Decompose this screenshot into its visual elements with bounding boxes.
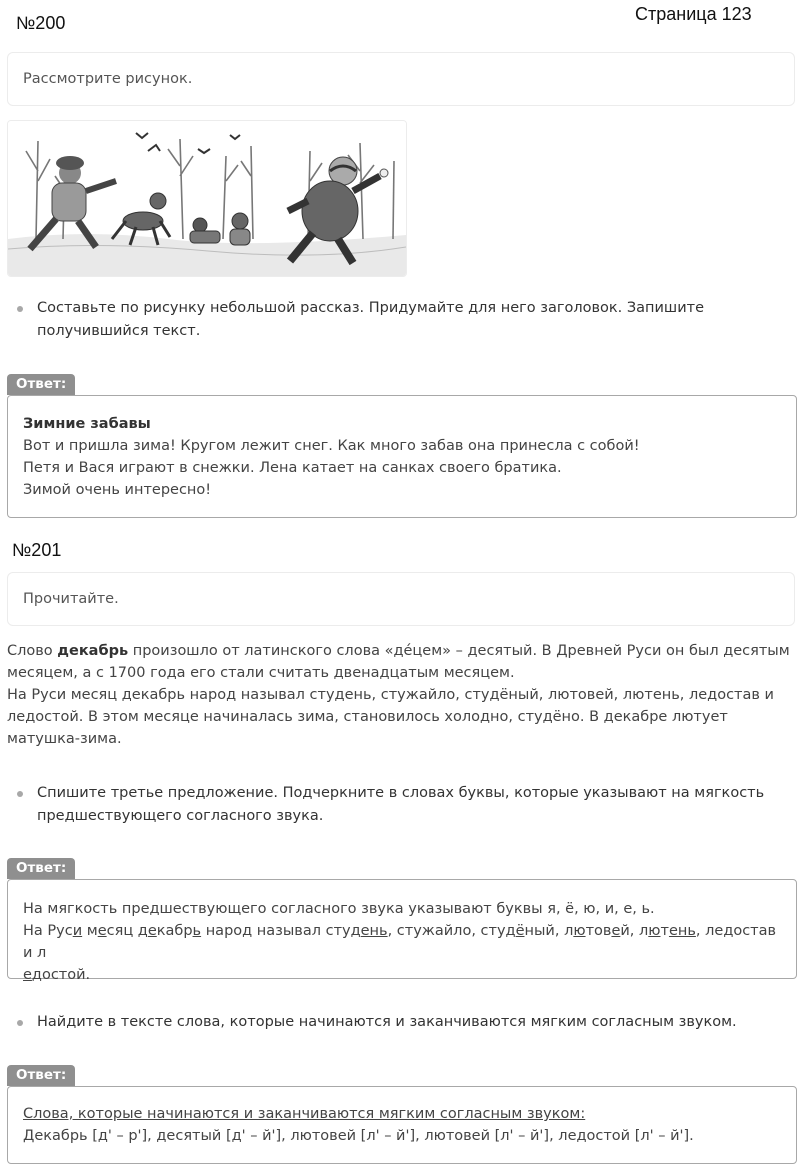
text-paragraph-2: На Руси месяц декабрь народ называл студень, стужайло, студёный, лютовей, лютень, ледостав и ледостой. В этом месяце начиналась зима, становилось холодно, студёно. В декабре лютует матушка-зима. <box>7 687 774 747</box>
answer-201-1-segment: , ледостав и л <box>23 923 777 961</box>
answer-201-1-segment: ё <box>515 923 525 939</box>
answer-200-line-3: Зимой очень интересно! <box>23 482 212 498</box>
answer-201-1-segment: м <box>82 923 98 939</box>
answer-201-1-segment: ю <box>648 923 661 939</box>
answer-201-1-underlined-line <box>23 920 781 964</box>
answer-201-1-segment: , стужайло, студ <box>387 923 516 939</box>
exercise-200-task-text: Рассмотрите рисунок. <box>23 71 193 87</box>
answer-tag-200: Ответ: <box>7 374 75 395</box>
answer-201-1-segment: тов <box>585 923 612 939</box>
exercise-200-number: №200 <box>16 13 66 33</box>
answer-201-1-segment: е <box>611 923 621 939</box>
answer-201-1-segment: и <box>72 923 83 939</box>
answer-201-1-segment: ь <box>192 923 202 939</box>
text-p1-start: Слово <box>7 643 58 659</box>
answer-201-1-line-1: На мягкость предшествующего согласного звука указывают буквы я, ё, ю, и, е, ь. <box>23 901 655 917</box>
answer-201-1-segment: народ называл студ <box>201 923 361 939</box>
text-p1-end: произошло от латинского слова «де́цем» – десятый. В Древней Руси он был десятым месяцем, а с 1700 года его стали считать двенадцатым месяцем. <box>7 643 790 681</box>
answer-200-line-2: Петя и Вася играют в снежки. Лена катает на санках своего братика. <box>23 460 562 476</box>
answer-201-1-segment: е <box>23 967 32 983</box>
answer-201-1-segment: т <box>660 923 669 939</box>
answer-box-201-2 <box>7 1086 797 1164</box>
text-paragraph-1 <box>7 640 792 684</box>
answer-tag-201-1: Ответ: <box>7 858 75 879</box>
answer-box-201-1 <box>7 879 797 983</box>
exercise-201-bullet-1: Спишите третье предложение. Подчеркните в словах буквы, которые указывают на мягкость предшествующего согласного звука. <box>17 782 777 828</box>
answer-tag-201-2: Ответ: <box>7 1065 75 1086</box>
exercise-201-task-text: Прочитайте. <box>23 591 119 607</box>
answer-201-1-segment: ю <box>573 923 586 939</box>
exercise-200-task <box>7 52 795 106</box>
page-number-label: Страница 123 <box>635 4 752 24</box>
answer-201-1-segment: сяц д <box>106 923 148 939</box>
answer-201-1-segment: ень <box>360 923 388 939</box>
exercise-201-text <box>7 640 792 750</box>
exercise-201-number: №201 <box>12 540 62 560</box>
exercise-200-bullet: Составьте по рисунку небольшой рассказ. Придумайте для него заголовок. Запишите получившийся текст. <box>17 297 777 343</box>
winter-games-picture <box>7 120 407 277</box>
answer-201-1-segment: е <box>147 923 157 939</box>
answer-201-1-segment: достой. <box>31 967 91 983</box>
answer-201-1-segment: ень <box>668 923 696 939</box>
answer-200-title: Зимние забавы <box>23 416 151 432</box>
text-bold-word: декабрь <box>57 643 129 659</box>
answer-box-200 <box>7 395 797 518</box>
exercise-201-task <box>7 572 795 626</box>
answer-201-1-segment: На Рус <box>23 923 73 939</box>
exercise-201-bullet-2: Найдите в тексте слова, которые начинаются и заканчиваются мягким согласным звуком. <box>17 1011 777 1034</box>
answer-201-2-heading: Слова, которые начинаются и заканчиваются мягким согласным звуком: <box>23 1106 586 1122</box>
answer-201-2-line: Декабрь [д' – р'], десятый [д' – й'], лютовей [л' – й'], лютовей [л' – й'], ледостой [л' – й']. <box>23 1128 694 1144</box>
winter-games-illustration <box>8 121 406 276</box>
answer-201-1-segment: кабр <box>156 923 193 939</box>
answer-201-1-segment: е <box>97 923 107 939</box>
answer-201-1-segment: ный, л <box>524 923 574 939</box>
answer-201-1-underlined-line-cont <box>23 964 781 986</box>
answer-201-1-segment: й, л <box>620 923 649 939</box>
answer-200-line-1: Вот и пришла зима! Кругом лежит снег. Как много забав она принесла с собой! <box>23 438 640 454</box>
